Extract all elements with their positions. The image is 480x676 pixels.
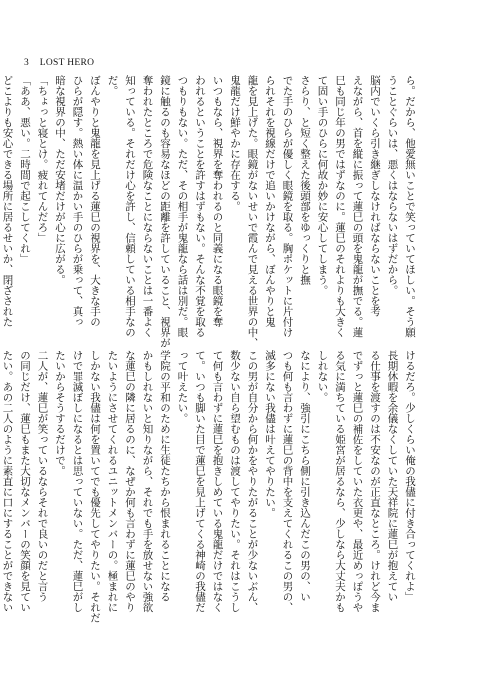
text-line: 「ああ、悪い。二時間で起こしてくれ」 <box>19 75 31 264</box>
text-line: でずっと蓮巳の補佐をしていた衣更や、最近めっぽうや <box>351 350 364 613</box>
text-line: ら。だから、他愛無いことで笑っていてほしい。そう願 <box>404 75 416 338</box>
text-line: る気に満ちている姫宮が居るなら、少しなら大丈夫かも <box>334 350 346 613</box>
text-line: 奪われたところで危険なことにならないことは一番よく <box>141 75 154 338</box>
running-header <box>24 58 94 68</box>
text-line: かもしれないと知りながら、それでも手を放せない強欲 <box>141 350 154 613</box>
upper-text-block <box>1 75 418 348</box>
text-line: て何も言わずに蓮巳を抱きしめている鬼龍だけではなく <box>211 350 224 613</box>
text-line: たいからそうするだけで。 <box>54 350 66 476</box>
text-line: どこよりも安心できる場所に居るせいか、閉ざされた <box>1 75 14 327</box>
text-line: 二人が、蓮巳が笑っているならそれで良いのだと言う <box>36 350 49 602</box>
text-line: われるということを許すはずもない。そんな不覚を取る <box>194 75 206 338</box>
text-line: たい。あの二人のように素直に口にすることができない <box>1 350 14 613</box>
text-line: けるだろ。少しくらい俺の我儘に付き合ってくれよ」 <box>404 350 416 602</box>
text-line: の同じだけ、蓮巳もまた大切なメンバーの笑顔を見てい <box>19 350 31 613</box>
text-line: 滅多にない我儘は叶えてやりたい。 <box>264 350 276 518</box>
text-line: しれない。 <box>316 350 329 403</box>
text-line: たいようにさせてくれるユニットメンバーの。極まれに <box>106 350 119 613</box>
text-line: なにより、強引にこちら側に引き込んだこの男の、い <box>299 350 311 602</box>
text-line: ぼんやりと鬼龍を見上げる蓮巳の視界を、大きな手の <box>89 75 101 327</box>
text-line: 数少ない自ら望むものは渡してやりたい。それはこうし <box>229 350 241 613</box>
text-line: な蓮巳の隣に居るのに、なぜか何も言わずに蓮巳のやり <box>124 350 136 613</box>
text-line: 龍を見上げた。眼鏡がないせいで霞んで見える世界の中、 <box>246 75 259 348</box>
text-line: でた手のひらが優しく眼鏡を取る。胸ポケットに片付け <box>281 75 294 338</box>
text-line: って叶えたい。 <box>176 350 189 424</box>
text-line: しかない我儘は何を置いてでも優先してやりたい。それだ <box>89 350 101 623</box>
text-line: えながら、首を縦に振って蓮巳の頭を鬼龍が撫でる。蓮 <box>351 75 364 338</box>
text-line: 学院の平和のために生徒たちから恨まれることになる <box>159 350 171 602</box>
text-line: 鏡に触るのも容易なほどの距離を許していること、視界が <box>159 75 171 348</box>
text-line: ひらが隠す。熱い体に温かい手のひらが乗って、真っ <box>71 75 84 327</box>
text-line: けで罪滅ぼしになるとは思っていない。ただ、蓮巳がし <box>71 350 84 613</box>
text-line: だ。 <box>106 75 119 96</box>
text-line: つも何も言わずに蓮巳の背中を支えてくれるこの男の、 <box>281 350 294 613</box>
text-line: られそれを視線だけで追いかけながら、ぼんやりと鬼 <box>264 75 276 327</box>
text-line: 鬼龍だけ鮮やかに存在する。 <box>229 75 241 212</box>
text-line: 暗な視界の中、ただ安堵だけが心に広がる。 <box>54 75 66 285</box>
text-line: うことぐらいは、悪くはならないはずだから。 <box>386 75 399 296</box>
lower-text-block <box>1 350 418 623</box>
text-line: て。いつも脚いた目で蓮巳を見上げてくる神崎の我儘だ <box>194 350 206 613</box>
text-line: 長期休暇を余儀なくしていた天祥院に蓮巳が抱えてい <box>386 350 399 602</box>
text-line: さらり、と短く整えた後頭部をゆっくりと撫 <box>299 75 311 285</box>
text-line: 知っている。それだけ心を許し、信頼している相手なの <box>124 75 136 338</box>
text-line: て固い手のひらに何故か妙に安心してしまう。 <box>316 75 329 296</box>
text-line: 巳も同じ年の男ではずなのに。蓮巳のそれよりも大きく <box>334 75 346 338</box>
text-line: いつもなら、視界を奪われるのと同義になる眼鏡を奪 <box>211 75 224 327</box>
running-title: LOST HERO <box>39 58 95 68</box>
page-number: 3 <box>24 58 30 68</box>
text-line: 脳内でいくら引き継ぎしなければならないことを考 <box>369 75 381 317</box>
text-line: この男が自分から何かをやりたがることが少ないぶん、 <box>246 350 259 613</box>
text-line: る仕事を渡すのは不安なのが正直なところ。けれど今ま <box>369 350 381 613</box>
text-line: 「ちょっと寝とけ。疲れてんだろ」 <box>36 75 49 243</box>
text-line: つもりもない。ただ、その相手が鬼龍なら話は別だ。眼 <box>176 75 189 338</box>
